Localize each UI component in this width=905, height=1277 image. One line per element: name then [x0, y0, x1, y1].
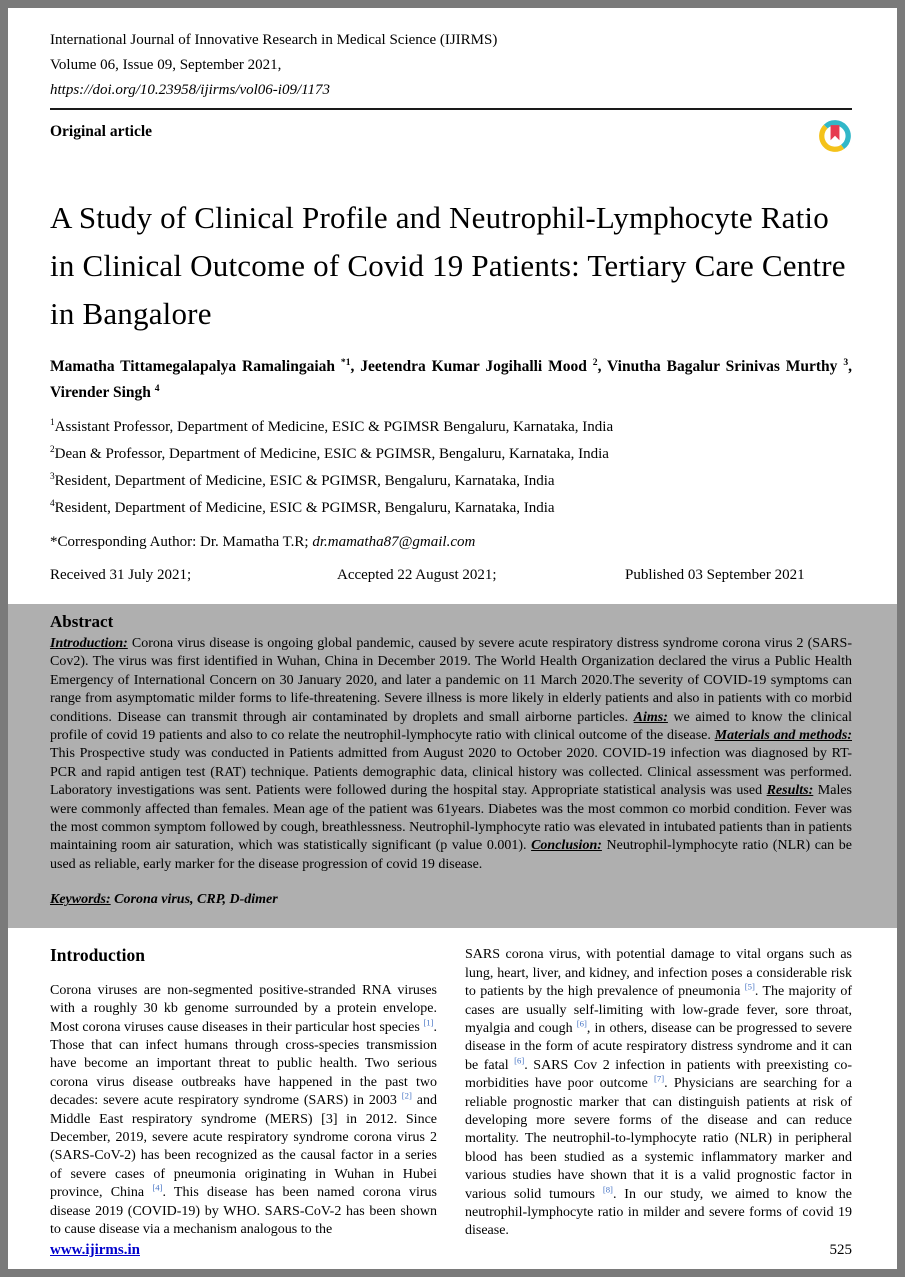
journal-header: [50, 8, 852, 103]
text-run: Resident, Department of Medicine, ESIC & PGIMSR, Bengaluru, Karnataka, India: [54, 473, 555, 489]
article-dates: [50, 567, 852, 584]
journal-logo-icon: [818, 123, 852, 158]
text-run: *Corresponding Author: Dr. Mamatha T.R;: [50, 534, 313, 550]
superscript-marker: 4: [154, 382, 160, 394]
paper-title: A Study of Clinical Profile and Neutrophil-Lymphocyte Ratio in Clinical Outcome of Covid 19 Patients: Tertiary Care Centre in Bangalore: [50, 200, 846, 331]
text-run: Dean & Professor, Department of Medicine, ESIC & PGIMSR, Bengaluru, Karnataka, India: [54, 446, 609, 462]
text-run: . In our study, we aimed to know the neutrophil-lymphocyte ratio in milder and severe forms of covid 19 disease.: [465, 1186, 852, 1239]
header-divider: [50, 108, 852, 110]
email-link[interactable]: dr.mamatha87@gmail.com: [312, 534, 476, 550]
inline-section-label: Results:: [766, 783, 814, 799]
citation-link[interactable]: [2]: [401, 1090, 412, 1101]
intro-left-column: [50, 946, 437, 1241]
citation-link[interactable]: [4]: [152, 1182, 163, 1193]
text-run: Assistant Professor, Department of Medicine, ESIC & PGIMSR Bengaluru, Karnataka, India: [54, 419, 614, 435]
citation-link[interactable]: [7]: [654, 1073, 665, 1084]
introduction-heading: Introduction: [50, 945, 145, 966]
superscript-marker: 2: [50, 445, 55, 455]
text-run: Mamatha Tittamegalapalya Ramalingaiah: [50, 358, 341, 375]
inline-section-label: Conclusion:: [531, 838, 602, 854]
page-number: 525: [829, 1242, 852, 1258]
text-run: Corona viruses are non-segmented positive-stranded RNA viruses with a roughly 30 kb genome surrounded by a protein envelope. Most corona viruses cause diseases in their particular host species: [50, 982, 437, 1035]
received-date: Received 31 July 2021;: [50, 567, 192, 583]
inline-section-label: Materials and methods:: [714, 728, 853, 744]
text-run: , Vinutha Bagalur Srinivas Murthy: [597, 358, 844, 375]
abstract-heading: Abstract: [50, 612, 114, 631]
inline-section-label: Keywords:: [50, 892, 111, 908]
keywords-line: [50, 892, 852, 908]
text-run: SARS corona virus, with potential damage to vital organs such as lung, heart, liver, and kidney, and infection poses a considerable risk to patients by the high prevalence of pneumonia: [465, 947, 852, 1000]
superscript-marker: 2: [592, 356, 598, 368]
text-run: and Middle East respiratory syndrome (MERS) [3] in 2012. Since December, 2019, severe acute respiratory syndrome corona virus 2 (SARS-CoV-2) has been recognized as the causal factor in a series of severe cases of pneumonia originating in Wuhan in Hubei province, China: [50, 1093, 437, 1201]
text-run: , in others, disease can be progressed to severe disease in the form of acute respiratory distress syndrome and it can be fatal: [465, 1020, 852, 1073]
published-date: Published 03 September 2021: [625, 567, 805, 583]
inline-section-label: Introduction:: [50, 636, 128, 651]
text-run: Neutrophil-lymphocyte ratio (NLR) can be used as reliable, early marker for the disease progression of covid 19 disease.: [50, 838, 852, 872]
text-run: . This disease has been named corona virus disease 2019 (COVID-19) by WHO. SARS-CoV-2 has been shown to cause disease via a mechanism analogous to the: [50, 1185, 438, 1237]
corresponding-author-line: [50, 534, 852, 551]
text-run: . SARS Cov 2 infection in patients with preexisting co-morbidities have poor outcome: [465, 1057, 852, 1092]
citation-link[interactable]: [6]: [514, 1055, 525, 1066]
superscript-marker: 3: [50, 472, 55, 482]
doi-link[interactable]: https://doi.org/10.23958/ijirms/vol06-i09/1173: [50, 82, 331, 98]
citation-link[interactable]: [1]: [423, 1016, 434, 1027]
superscript-marker: 1: [50, 418, 55, 428]
text-run: Resident, Department of Medicine, ESIC & PGIMSR, Bengaluru, Karnataka, India: [54, 500, 555, 516]
volume-issue-line: Volume 06, Issue 09, September 2021,: [50, 57, 282, 73]
page-footer: [50, 1242, 852, 1259]
article-type-label: Original article: [50, 123, 153, 140]
text-run: . The majority of cases are usually self-limiting with low-grade fever, sore throat, myalgia and cough: [465, 984, 853, 1036]
inline-section-label: Aims:: [633, 709, 668, 725]
authors-line: [50, 354, 852, 406]
text-run: . Those that can infect humans through cross-species transmission have become an important threat to public health. Two serious corona virus disease outbreaks have happened in the past two decades: severe acute respiratory syndrome (SARS) in 2003: [50, 1019, 437, 1109]
journal-website-link[interactable]: www.ijirms.in: [50, 1242, 140, 1258]
citation-link[interactable]: [5]: [744, 981, 755, 992]
text-run: we aimed to know the clinical profile of covid 19 patients and also to co relate the neutrophil-lymphocyte ratio with clinical outcome of the disease.: [50, 709, 852, 744]
superscript-marker: 3: [843, 356, 849, 368]
text-run: , Jeetendra Kumar Jogihalli Mood: [350, 358, 593, 375]
text-run: , Virender Singh: [50, 358, 852, 401]
accepted-date: Accepted 22 August 2021;: [337, 567, 497, 583]
affiliation-4: [50, 495, 852, 522]
text-run: Males were commonly affected than females. Mean age of the patient was 61years. Diabetes was the most common co morbid condition. Fever was the most common symptom followed by cough, breathlessness. Neutrophil-lymphocyte ratio was elevated in intubated patients than in patients maintaining room air saturation, which was statistically significant (p value 0.001).: [50, 783, 853, 854]
introduction-section: [50, 946, 852, 1241]
citation-link[interactable]: [8]: [602, 1183, 613, 1194]
intro-right-column: [465, 946, 852, 1241]
superscript-marker: *1: [340, 356, 351, 368]
abstract-body: [50, 635, 852, 874]
intro-left-paragraph: [50, 982, 437, 1240]
affiliation-3: [50, 468, 852, 495]
text-run: This Prospective study was conducted in Patients admitted from August 2020 to October 2020. COVID-19 infection was diagnosed by RT-PCR and rapid antigen test (RAT) technique. Patients demographic data, clinical history was collected. Clinical assessment was performed. Laboratory investigations was sent. Patients were followed during the hospital stay. Appropriate statistical analysis was used: [50, 746, 852, 799]
text-run: . Physicians are searching for a reliable prognostic marker that can distinguish patients at risk of developing more severe forms of the disease and can reduce mortality. The neutrophil-to-lymphocyte ratio (NLR) in peripheral blood has been studied as a systemic inflammatory marker and various studies have shown that it is a valid prognostic factor in various solid tumours: [465, 1076, 852, 1202]
journal-name: International Journal of Innovative Research in Medical Science (IJIRMS): [50, 32, 498, 48]
abstract-section: [8, 604, 897, 928]
citation-link[interactable]: [6]: [576, 1018, 587, 1029]
affiliation-1: [50, 414, 852, 441]
keywords-text: Corona virus, CRP, D-dimer: [110, 892, 278, 908]
text-run: Corona virus disease is ongoing global pandemic, caused by severe acute respiratory distress syndrome corona virus 2 (SARS-Cov2). The virus was first identified in Wuhan, China in December 2019. The World Health Organization declared the virus a Public Health Emergency of International Concern on 30 January 2020, and later a pandemic on 11 March 2020.The severity of COVID-19 symptoms can range from asymptomatic milder forms to life-threatening. Severe illness is more likely in elderly patients and also in patients with co morbid conditions. Disease can transmit through air contaminated by droplets and small airborne particles.: [50, 636, 852, 725]
intro-right-paragraph: [465, 946, 852, 1241]
superscript-marker: 4: [50, 499, 55, 509]
affiliations: [50, 414, 852, 522]
affiliation-2: [50, 441, 852, 468]
